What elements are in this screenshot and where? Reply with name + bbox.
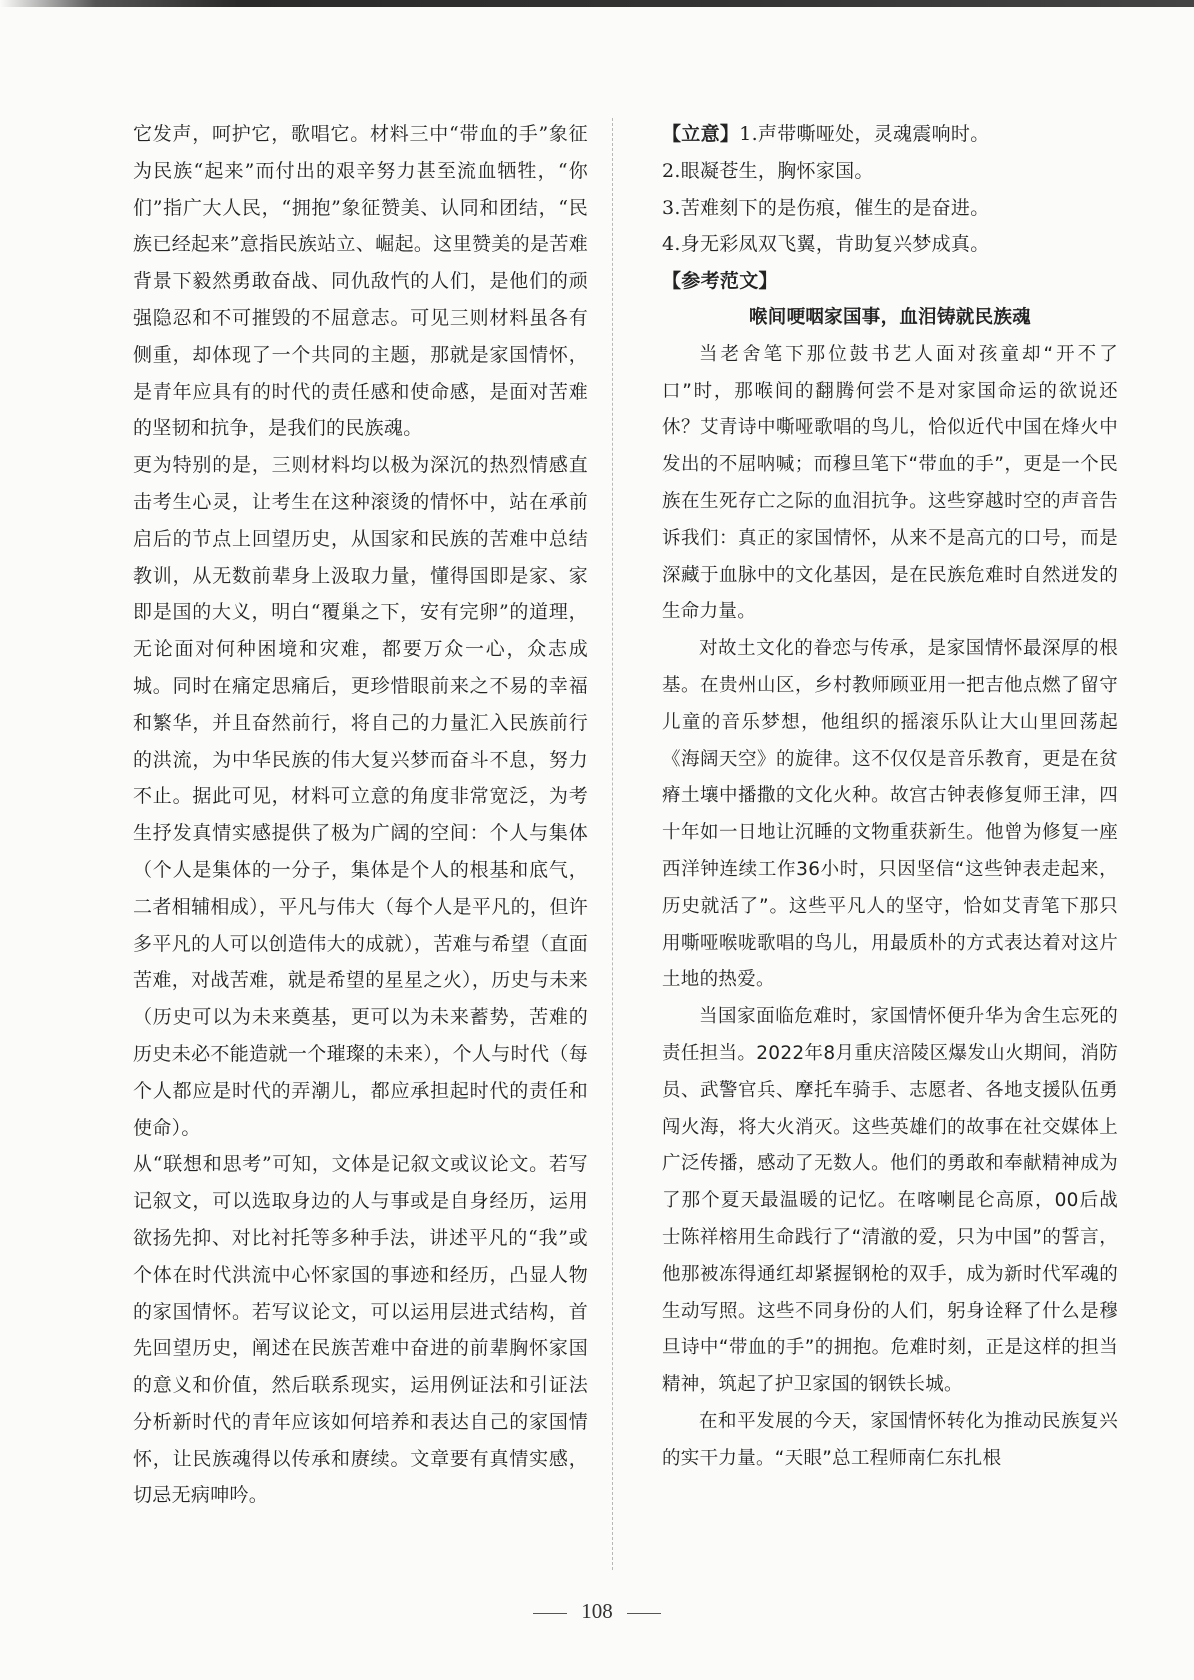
liyi-item-3: 3.苦难刻下的是伤痕，催生的是奋进。 [662,196,990,219]
scan-top-edge [0,0,1194,7]
analysis-paragraph-1: 它发声，呵护它，歌唱它。材料三中“带血的手”象征为民族“起来”而付出的艰辛努力甚至流血牺牲，“你们”指广大人民，“拥抱”象征赞美、认同和团结，“民族已经起来”意指民族站立、崛起。这里赞美的是苦难背景下毅然勇敢奋战、同仇敌忾的人们，是他们的顽强隐忍和不可摧毁的不屈意志。可见三则材料虽各有侧重，却体现了一个共同的主题，那就是家国情怀，是青年应具有的时代的责任感和使命感，是面对苦难的坚韧和抗争，是我们的民族魂。 [133,123,588,440]
footer-dash-right [627,1613,661,1614]
page-number: 108 [581,1599,613,1623]
left-column [133,116,588,1514]
essay-paragraph-3: 当国家面临危难时，家国情怀便升华为舍生忘死的责任担当。2022年8月重庆涪陵区爆发山火期间，消防员、武警官兵、摩托车骑手、志愿者、各地支援队伍勇闯火海，将大火消灭。这些英雄们的故事在社交媒体上广泛传播，感动了无数人。他们的勇敢和奉献精神成为了那个夏天最温暖的记忆。在喀喇昆仑高原，00后战士陈祥榕用生命践行了“清澈的爱，只为中国”的誓言，他那被冻得通红却紧握钢枪的双手，成为新时代军魂的生动写照。这些不同身份的人们，躬身诠释了什么是穆旦诗中“带血的手”的拥抱。危难时刻，正是这样的担当精神，筑起了护卫家国的钢铁长城。 [662,1006,1118,1396]
essay-paragraph-1: 当老舍笔下那位鼓书艺人面对孩童却“开不了口”时，那喉间的翻腾何尝不是对家国命运的欲说还休？艾青诗中嘶哑歌唱的鸟儿，恰似近代中国在烽火中发出的不屈呐喊；而穆旦笔下“带血的手”，更是一个民族在生死存亡之际的血泪抗争。这些穿越时空的声音告诉我们：真正的家国情怀，从来不是高亢的口号，而是深藏于血脉中的文化基因，是在民族危难时自然迸发的生命力量。 [662,343,1118,623]
essay-title: 喉间哽咽家国事，血泪铸就民族魂 [748,306,1031,328]
liyi-item-1: 【立意】1.声带嘶哑处，灵魂震响时。 [662,123,990,145]
page-footer [0,1599,1194,1624]
essay-paragraph-2: 对故土文化的眷恋与传承，是家国情怀最深厚的根基。在贵州山区，乡村教师顾亚用一把吉他点燃了留守儿童的音乐梦想，他组织的摇滚乐队让大山里回荡起《海阔天空》的旋律。这不仅仅是音乐教育，更是在贫瘠土壤中播撒的文化火种。故宫古钟表修复师王津，四十年如一日地让沉睡的文物重获新生。他曾为修复一座西洋钟连续工作36小时，只因坚信“这些钟表走起来，历史就活了”。这些平凡人的坚守，恰如艾青笔下那只用嘶哑喉咙歌唱的鸟儿，用最质朴的方式表达着对这片土地的热爱。 [662,638,1118,991]
right-column [662,116,1118,1477]
footer-dash-left [533,1613,567,1614]
liyi-label: 【立意】 [662,123,740,145]
column-divider [612,118,613,1570]
liyi-item-2: 2.眼凝苍生，胸怀家国。 [662,159,874,182]
liyi-item-4: 4.身无彩凤双飞翼，肯助复兴梦成真。 [662,233,990,256]
analysis-paragraph-2: 更为特别的是，三则材料均以极为深沉的热烈情感直击考生心灵，让考生在这种滚烫的情怀中，站在承前启后的节点上回望历史，从国家和民族的苦难中总结教训，从无数前辈身上汲取力量，懂得国即是家、家即是国的大义，明白“覆巢之下，安有完卵”的道理，无论面对何种困境和灾难，都要万众一心，众志成城。同时在痛定思痛后，更珍惜眼前来之不易的幸福和繁华，并且奋然前行，将自己的力量汇入民族前行的洪流，为中华民族的伟大复兴梦而奋斗不息，努力不止。据此可见，材料可立意的角度非常宽泛，为考生抒发真情实感提供了极为广阔的空间：个人与集体（个人是集体的一分子，集体是个人的根基和底气，二者相辅相成），平凡与伟大（每个人是平凡的，但许多平凡的人可以创造伟大的成就），苦难与希望（直面苦难，对战苦难，就是希望的星星之火），历史与未来（历史可以为未来奠基，更可以为未来蓄势，苦难的历史未必不能造就一个璀璨的未来），个人与时代（每个人都应是时代的弄潮儿，都应承担起时代的责任和使命）。 [133,454,588,1139]
fanwen-label: 【参考范文】 [662,270,778,293]
analysis-paragraph-3: 从“联想和思考”可知，文体是记叙文或议论文。若写记叙文，可以选取身边的人与事或是自身经历，运用欲扬先抑、对比衬托等多种手法，讲述平凡的“我”或个体在时代洪流中心怀家国的事迹和经历，凸显人物的家国情怀。若写议论文，可以运用层进式结构，首先回望历史，阐述在民族苦难中奋进的前辈胸怀家国的意义和价值，然后联系现实，运用例证法和引证法分析新时代的青年应该如何培养和表达自己的家国情怀，让民族魂得以传承和赓续。文章要有真情实感，切忌无病呻吟。 [133,1153,588,1507]
essay-paragraph-4: 在和平发展的今天，家国情怀转化为推动民族复兴的实干力量。“天眼”总工程师南仁东扎根 [662,1410,1118,1469]
